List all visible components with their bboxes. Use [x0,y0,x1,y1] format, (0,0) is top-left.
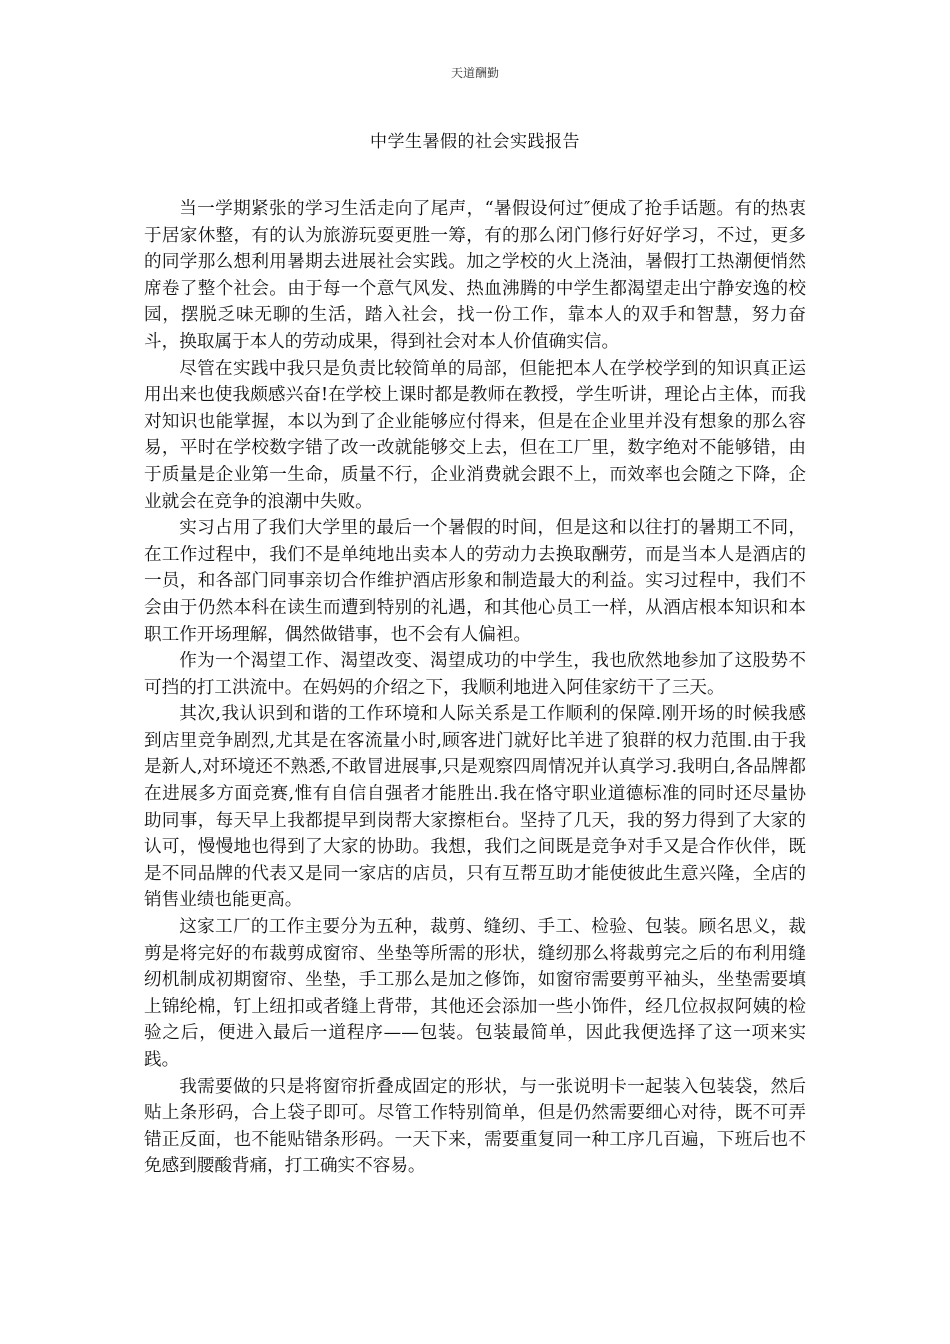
document-title: 中学生暑假的社会实践报告 [370,132,580,152]
paragraph: 我需要做的只是将窗帘折叠成固定的形状，与一张说明卡一起装入包装袋，然后贴上条形码，合上袋子即可。尽管工作特别简单，但是仍然需要细心对待，既不可弄错正反面，也不能贴错条形码。一天下来，需要重复同一种工序几百遍，下班后也不免感到腰酸背痛，打工确实不容易。 [144,1076,806,1177]
paragraph: 作为一个渴望工作、渴望改变、渴望成功的中学生，我也欣然地参加了这股势不可挡的打工洪流中。在妈妈的介绍之下，我顺利地进入阿佳家纺干了三天。 [144,651,806,698]
paragraph: 其次,我认识到和谐的工作环境和人际关系是工作顺利的保障.刚开场的时候我感到店里竞争剧烈,尤其是在客流量小时,顾客进门就好比羊进了狼群的权力范围.由于我是新人,对环境还不熟悉,不敢冒进展事,只是观察四周情况并认真学习.我明白,各品牌都在进展多方面竞赛,惟有自信自强者才能胜出.我在恪守职业道德标准的同时还尽量协助同事，每天早上我都提早到岗帮大家擦柜台。坚持了几天，我的努力得到了大家的认可，慢慢地也得到了大家的协助。我想，我们之间既是竞争对手又是合作伙伴，既是不同品牌的代表又是同一家店的店员，只有互帮互助才能使彼此生意兴隆，全店的销售业绩也能更高。 [144,704,806,911]
paragraph: 当一学期紧张的学习生活走向了尾声，“暑假设何过″便成了抢手话题。有的热衷于居家休整，有的认为旅游玩耍更胜一筹，有的那么闭门修行好好学习，不过，更多的同学那么想利用暑期去进展社会实践。加之学校的火上浇油，暑假打工热潮便悄然席卷了整个社会。由于每一个意气风发、热血沸腾的中学生都渴望走出宁静安逸的校园，摆脱乏味无聊的生活，踏入社会，找一份工作，靠本人的双手和智慧，努力奋斗，换取属于本人的劳动成果，得到社会对本人价值确实信。 [144,199,806,352]
paragraph: 实习占用了我们大学里的最后一个暑假的时间，但是这和以往打的暑期工不同，在工作过程中，我们不是单纯地出卖本人的劳动力去换取酬劳，而是当本人是酒店的一员，和各部门同事亲切合作维护酒店形象和制造最大的利益。实习过程中，我们不会由于仍然本科在读生而遭到特别的礼遇，和其他心员工一样，从酒店根本知识和本职工作开场理解，偶然做错事，也不会有人偏袒。 [144,518,806,645]
page-header: 天道酬勤 [450,66,499,80]
paragraph: 这家工厂的工作主要分为五种，裁剪、缝纫、手工、检验、包装。顾名思义，裁剪是将完好的布裁剪成窗帘、坐垫等所需的形状，缝纫那么将裁剪完之后的布利用缝纫机制成初期窗帘、坐垫，手工那么是加之修饰，如窗帘需要剪平袖头，坐垫需要填上锦纶棉，钉上纽扣或者缝上背带，其他还会添加一些小饰件，经几位叔叔阿姨的检验之后，便进入最后一道程序——包装。包装最简单，因此我便选择了这一项来实践。 [144,917,806,1070]
document-body [144,196,806,1180]
paragraph: 尽管在实践中我只是负责比较简单的局部，但能把本人在学校学到的知识真正运用出来也使我颇感兴奋!在学校上课时都是教师在教授，学生听讲，理论占主体，而我对知识也能掌握，本以为到了企业能够应付得来，但是在企业里并没有想象的那么容易，平时在学校数字错了改一改就能够交上去，但在工厂里，数字绝对不能够错，由于质量是企业第一生命，质量不行，企业消费就会跟不上，而效率也会随之下降，企业就会在竞争的浪潮中失败。 [144,358,806,512]
